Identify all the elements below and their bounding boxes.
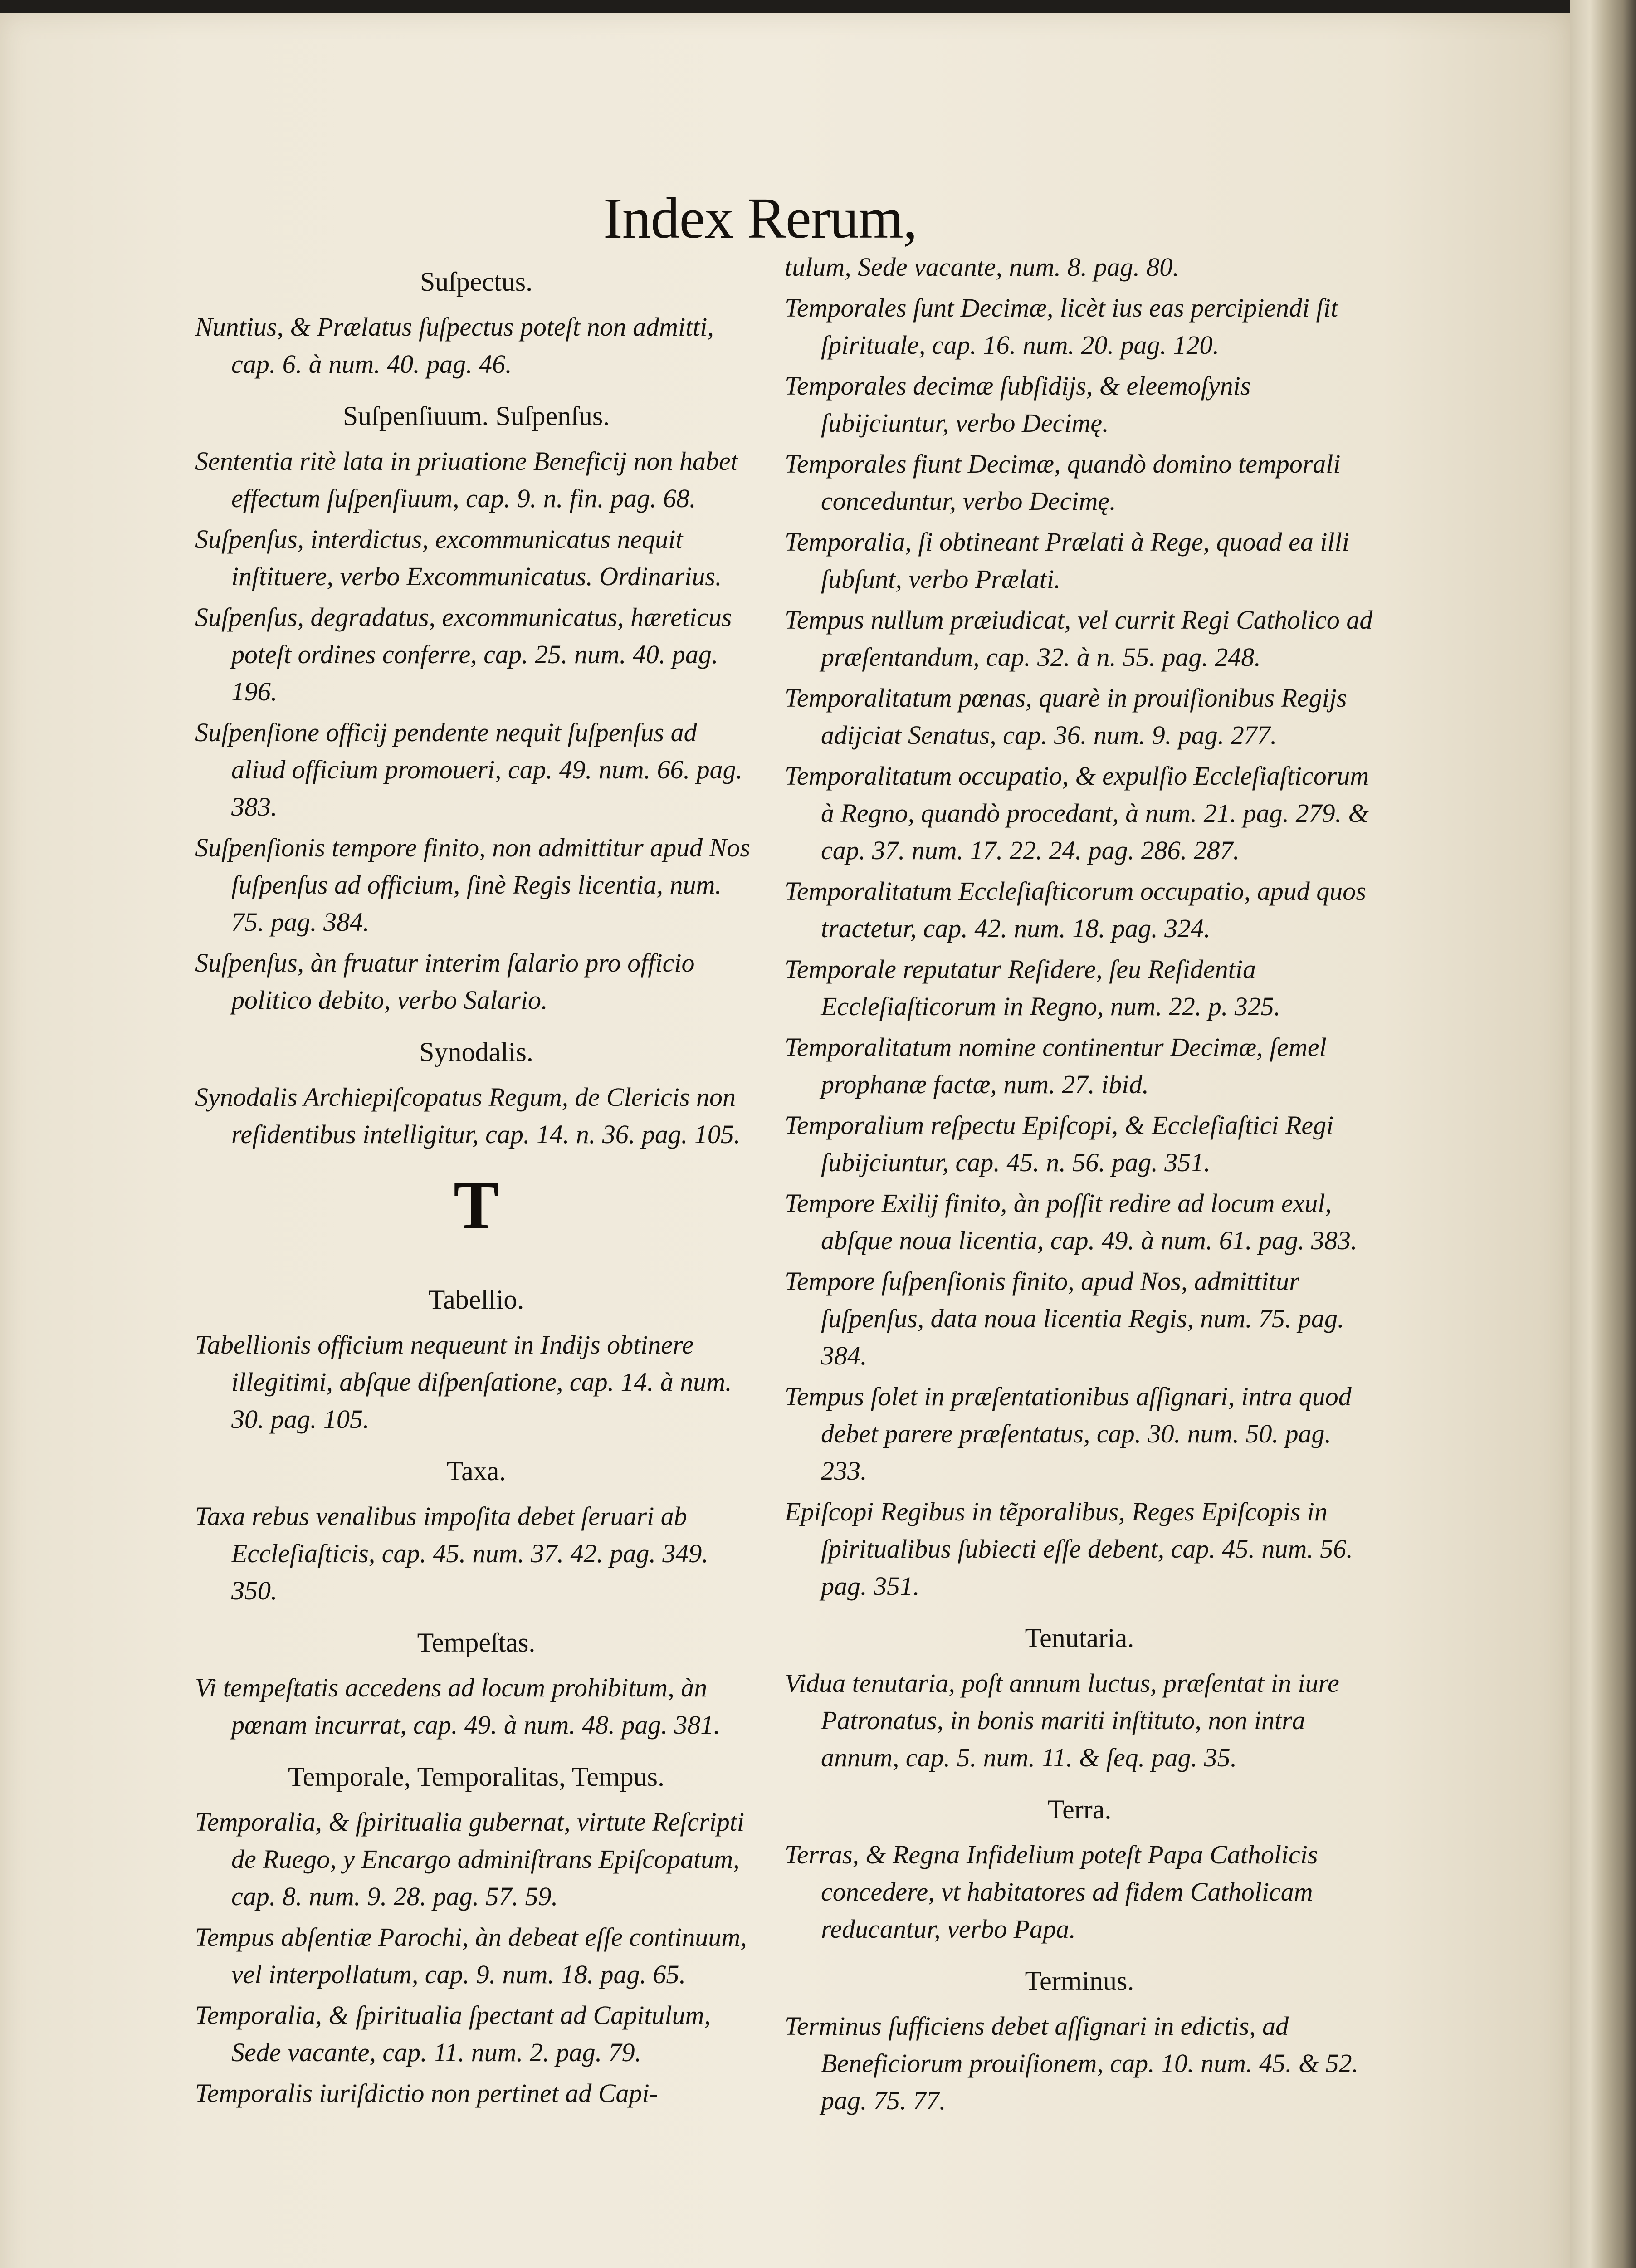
- index-entry: Temporalis iuriſdictio non pertinet ad Capi-: [195, 2078, 658, 2108]
- index-heading: Synodalis.: [419, 1037, 533, 1067]
- index-entry: Temporalia, ſi obtineant Prælati à Rege, quoad ea illi ſubſunt, verbo Prælati.: [785, 527, 1349, 594]
- index-entry: Tempore ſuſpenſionis finito, apud Nos, admittitur ſuſpenſus, data noua licentia Regis, num. 75. pag. 384.: [785, 1266, 1344, 1370]
- index-entry: Terras, & Regna Infidelium poteſt Papa Catholicis concedere, vt habitatores ad fidem Catholicam reducantur, verbo Papa.: [785, 1840, 1318, 1944]
- index-entry: Temporalitatum occupatio, & expulſio Eccleſiaſticorum à Regno, quandò procedant, à num. 21. pag. 279. & cap. 37. num. 17. 22. 24. pag. 286. 287.: [785, 761, 1369, 865]
- index-heading: Terminus.: [1025, 1966, 1134, 1996]
- index-entry: Epiſcopi Regibus in tẽporalibus, Reges Epiſcopis in ſpiritualibus ſubiecti eſſe debent, cap. 45. num. 56. pag. 351.: [785, 1497, 1353, 1601]
- right-column: [785, 249, 1374, 2123]
- index-heading: Suſpectus.: [420, 267, 533, 297]
- index-entry: Suſpenſionis tempore finito, non admittitur apud Nos ſuſpenſus ad officium, ſinè Regis licentia, num. 75. pag. 384.: [195, 833, 750, 937]
- index-heading: Tempeſtas.: [417, 1628, 536, 1657]
- index-entry: Temporalitatum nomine continentur Decimæ, ſemel prophanæ factæ, num. 27. ibid.: [785, 1032, 1327, 1099]
- index-entry: Temporale reputatur Reſidere, ſeu Reſidentia Eccleſiaſticorum in Regno, num. 22. p. 325.: [785, 954, 1281, 1021]
- left-column: [195, 249, 757, 2116]
- index-entry: Temporalitatum pœnas, quarè in prouiſionibus Regijs adijciat Senatus, cap. 36. num. 9. pag. 277.: [785, 683, 1347, 750]
- index-entry: Temporales fiunt Decimæ, quandò domino temporali conceduntur, verbo Decimę.: [785, 449, 1341, 516]
- index-entry: tulum, Sede vacante, num. 8. pag. 80.: [785, 252, 1179, 282]
- index-entry: Tempus abſentiæ Parochi, àn debeat eſſe continuum, vel interpollatum, cap. 9. num. 18. pag. 65.: [195, 1922, 747, 1989]
- index-entry: Nuntius, & Prælatus ſuſpectus poteſt non admitti, cap. 6. à num. 40. pag. 46.: [195, 312, 714, 379]
- index-entry: Temporalium reſpectu Epiſcopi, & Eccleſiaſtici Regi ſubijciuntur, cap. 45. n. 56. pag. 351.: [785, 1110, 1334, 1177]
- book-page: [0, 13, 1570, 2268]
- index-heading: Terra.: [1047, 1794, 1112, 1824]
- section-letter: T: [453, 1168, 499, 1243]
- index-heading: Temporale, Temporalitas, Tempus.: [288, 1762, 664, 1792]
- index-entry: Suſpenſione officij pendente nequit ſuſpenſus ad aliud officium promoueri, cap. 49. num. 66. pag. 383.: [195, 718, 743, 821]
- index-entry: Tabellionis officium nequeunt in Indijs obtinere illegitimi, abſque diſpenſatione, cap. 14. à num. 30. pag. 105.: [195, 1330, 732, 1434]
- index-entry: Temporalitatum Eccleſiaſticorum occupatio, apud quos tractetur, cap. 42. num. 18. pag. 324.: [785, 876, 1366, 943]
- index-entry: Tempore Exilij finito, àn poſſit redire ad locum exul, abſque noua licentia, cap. 49. à num. 61. pag. 383.: [785, 1188, 1358, 1255]
- index-entry: Temporalia, & ſpiritualia gubernat, virtute Reſcripti de Ruego, y Encargo adminiſtrans Epiſcopatum, cap. 8. num. 9. 28. pag. 57. 59.: [195, 1807, 745, 1911]
- index-entry: Taxa rebus venalibus impoſita debet ſeruari ab Eccleſiaſticis, cap. 45. num. 37. 42. pag. 349. 350.: [195, 1501, 708, 1605]
- index-heading: Tenutaria.: [1025, 1623, 1134, 1653]
- index-heading: Taxa.: [446, 1456, 506, 1486]
- index-entry: Suſpenſus, interdictus, excommunicatus nequit inſtituere, verbo Excommunicatus. Ordinarius.: [195, 524, 722, 591]
- index-heading: Suſpenſiuum. Suſpenſus.: [342, 401, 610, 431]
- index-entry: Temporalia, & ſpiritualia ſpectant ad Capitulum, Sede vacante, cap. 11. num. 2. pag. 79.: [195, 2000, 711, 2067]
- index-entry: Suſpenſus, degradatus, excommunicatus, hæreticus poteſt ordines conferre, cap. 25. num. 40. pag. 196.: [195, 602, 732, 706]
- index-entry: Vidua tenutaria, poſt annum luctus, præſentat in iure Patronatus, in bonis mariti inſtituto, non intra annum, cap. 5. num. 11. & ſeq. pag. 35.: [785, 1668, 1339, 1772]
- index-entry: Vi tempeſtatis accedens ad locum prohibitum, àn pœnam incurrat, cap. 49. à num. 48. pag. 381.: [195, 1673, 720, 1740]
- index-entry: Tempus nullum præiudicat, vel currit Regi Catholico ad præſentandum, cap. 32. à n. 55. pag. 248.: [785, 605, 1373, 672]
- index-entry: Temporales decimæ ſubſidijs, & eleemoſynis ſubijciuntur, verbo Decimę.: [785, 371, 1251, 438]
- index-entry: Suſpenſus, àn fruatur interim ſalario pro officio politico debito, verbo Salario.: [195, 948, 695, 1015]
- page-title: Index Rerum,: [603, 186, 917, 250]
- index-entry: Terminus ſufficiens debet aſſignari in edictis, ad Beneficiorum prouiſionem, cap. 10. num. 45. & 52. pag. 75. 77.: [785, 2011, 1359, 2115]
- index-entry: Synodalis Archiepiſcopatus Regum, de Clericis non reſidentibus intelligitur, cap. 14. n. 36. pag. 105.: [195, 1082, 741, 1149]
- index-entry: Temporales ſunt Decimæ, licèt ius eas percipiendi ſit ſpirituale, cap. 16. num. 20. pag. 120.: [785, 293, 1338, 360]
- index-heading: Tabellio.: [428, 1285, 524, 1315]
- index-entry: Sententia ritè lata in priuatione Beneficij non habet effectum ſuſpenſiuum, cap. 9. n. fin. pag. 68.: [195, 446, 738, 513]
- page-edge: [1570, 0, 1636, 2268]
- index-entry: Tempus ſolet in præſentationibus aſſignari, intra quod debet parere præſentatus, cap. 30. num. 50. pag. 233.: [785, 1382, 1352, 1486]
